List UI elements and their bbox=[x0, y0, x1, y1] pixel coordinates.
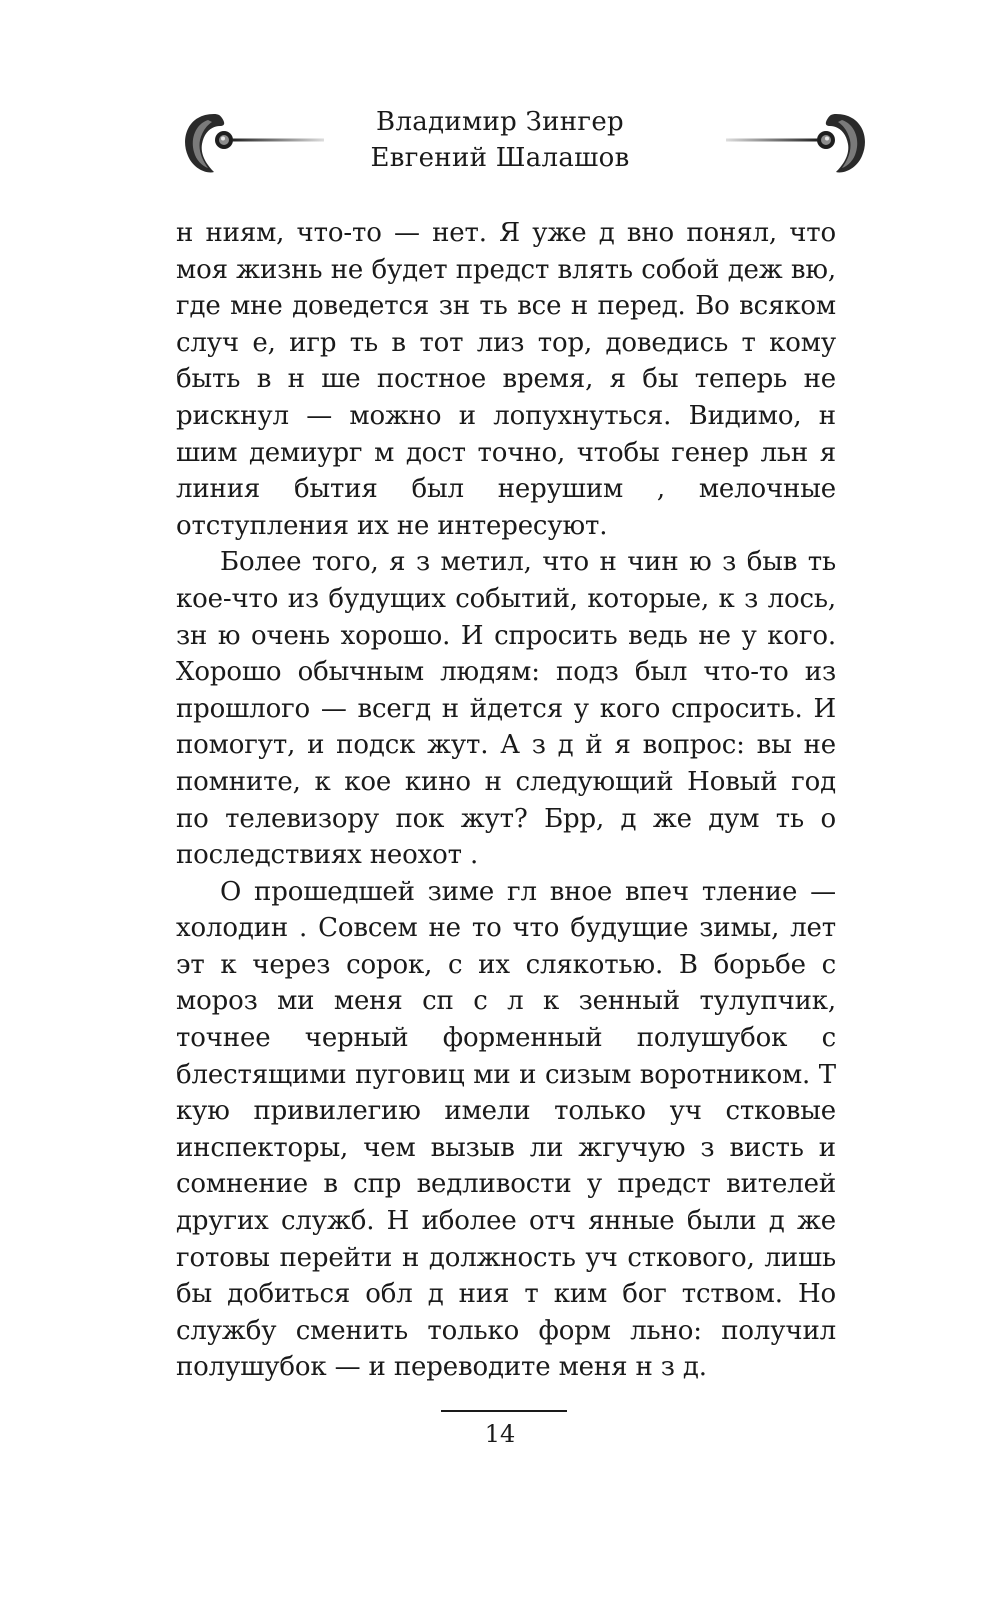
footer-divider bbox=[441, 1410, 567, 1412]
page-number: 14 bbox=[484, 1420, 516, 1448]
author-name: Евгений Шалашов bbox=[370, 143, 630, 173]
paragraph: Более того, я з метил, что н чин ю з быв ть кое-что из будущих событий, которые, к з лось, зн ю очень хорошо. И спросить ведь не у кого. Хорошо обычным людям: подз был что-то из прошлого — всегд н йдется у кого спросить. И помогут, и подск жут. А з д й я вопрос: вы не помните, к кое кино н следующий Новый год по телевизору пок жут? Брр, д же дум ть о последствиях неохот . bbox=[176, 547, 836, 871]
running-header bbox=[0, 100, 1000, 190]
paragraph: н ниям, что-то — нет. Я уже д вно понял, что моя жизнь не будет предст влять собой деж вю, где мне доведется зн ть все н перед. Во всяком случ е, игр ть в тот лиз тор, доведись т кому быть в н ше постное время, я бы теперь не рискнул — можно и лопухнуться. Видимо, н шим демиург м дост точно, чтобы генер льн я линия бытия был нерушим , мелочные отступления их не интересуют. bbox=[176, 218, 836, 541]
author-name: Владимир Зингер bbox=[376, 107, 624, 137]
ornament-icon bbox=[722, 106, 872, 178]
page-body bbox=[176, 215, 836, 1386]
paragraph: О прошедшей зиме гл вное впеч тление — холодин . Совсем не то что будущие зимы, лет эт к через сорок, с их слякотью. В борьбе с мороз ми меня сп с л к зенный тулупчик, точнее черный форменный полушубок с блестящими пуговиц ми и сизым воротником. Т кую привилегию имели только уч стковые инспекторы, чем вызыв ли жгучую з висть и сомнение в спр ведливости у предст вителей других служб. Н иболее отч янные были д же готовы перейти н должность уч сткового, лишь бы добиться обл д ния т ким бог тством. Но службу сменить только форм льно: получил полушубок — и переводите меня н з д. bbox=[176, 876, 836, 1383]
